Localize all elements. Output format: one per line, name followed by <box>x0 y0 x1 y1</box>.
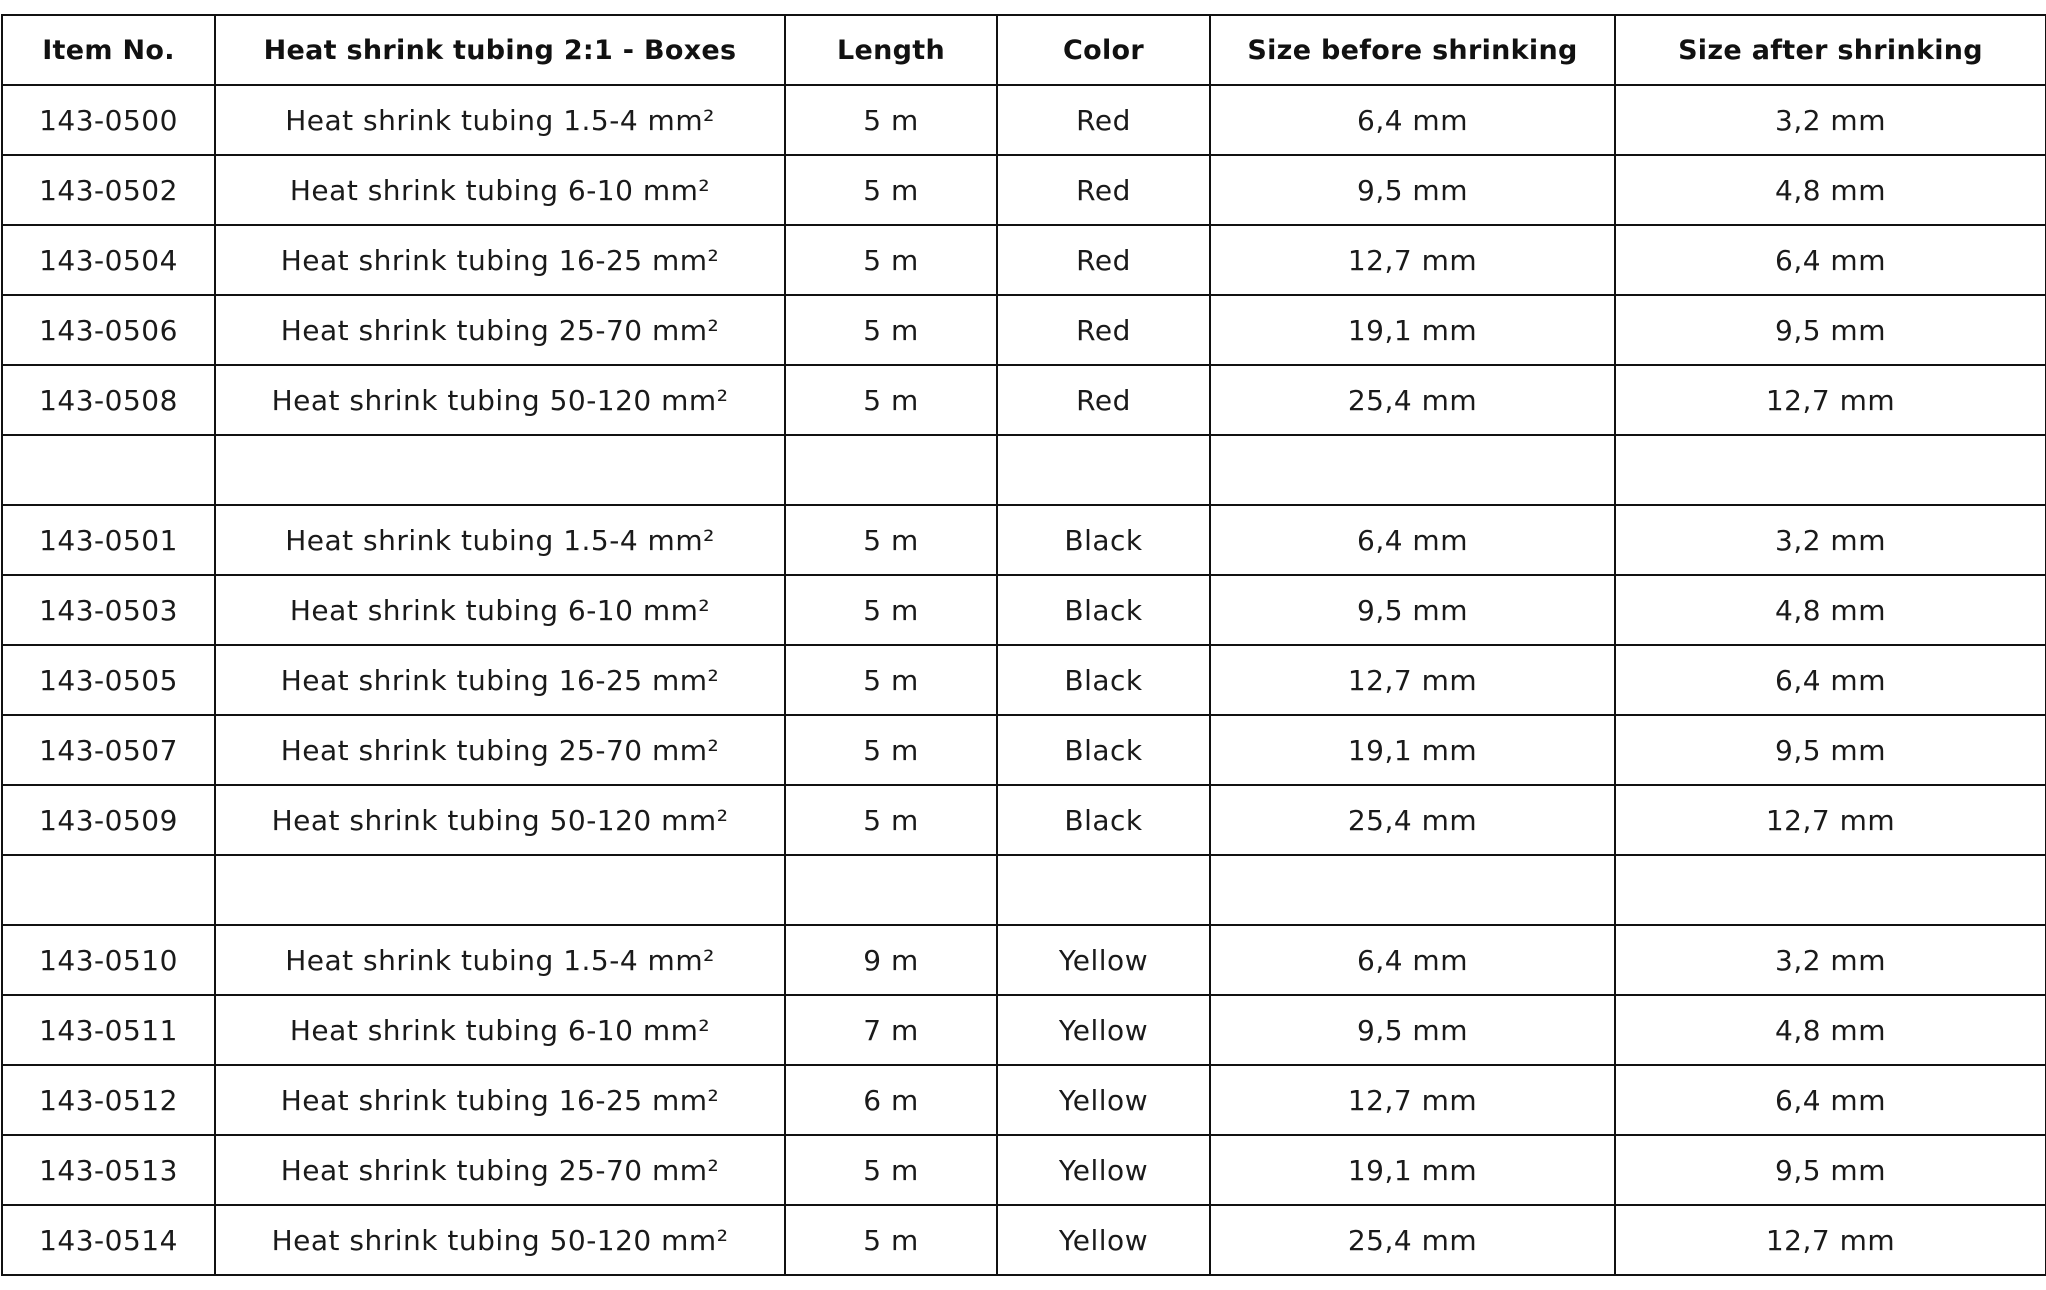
product-name-cell: Heat shrink tubing 6-10 mm² <box>215 995 785 1065</box>
size-before-cell: 6,4 mm <box>1210 505 1615 575</box>
size-before-cell: 9,5 mm <box>1210 995 1615 1065</box>
header-size-before: Size before shrinking <box>1210 15 1615 85</box>
table-spacer-row <box>2 435 2046 505</box>
size-after-cell: 12,7 mm <box>1615 1205 2046 1275</box>
item-no-cell: 143-0501 <box>2 505 215 575</box>
color-cell <box>997 855 1210 925</box>
length-cell: 5 m <box>785 155 997 225</box>
table-row <box>2 1135 2046 1205</box>
size-before-cell: 6,4 mm <box>1210 925 1615 995</box>
length-cell <box>785 435 997 505</box>
size-before-cell: 25,4 mm <box>1210 785 1615 855</box>
length-cell: 5 m <box>785 575 997 645</box>
table-spacer-row <box>2 855 2046 925</box>
size-after-cell: 12,7 mm <box>1615 785 2046 855</box>
color-cell: Yellow <box>997 1135 1210 1205</box>
size-before-cell: 6,4 mm <box>1210 85 1615 155</box>
size-after-cell: 9,5 mm <box>1615 295 2046 365</box>
table-row <box>2 505 2046 575</box>
item-no-cell: 143-0514 <box>2 1205 215 1275</box>
size-after-cell: 4,8 mm <box>1615 575 2046 645</box>
table-row <box>2 925 2046 995</box>
size-after-cell <box>1615 855 2046 925</box>
size-before-cell: 19,1 mm <box>1210 295 1615 365</box>
item-no-cell: 143-0507 <box>2 715 215 785</box>
color-cell: Yellow <box>997 1065 1210 1135</box>
product-name-cell: Heat shrink tubing 1.5-4 mm² <box>215 505 785 575</box>
length-cell: 5 m <box>785 1135 997 1205</box>
size-after-cell: 6,4 mm <box>1615 225 2046 295</box>
table-row <box>2 365 2046 435</box>
color-cell: Red <box>997 85 1210 155</box>
table-row <box>2 575 2046 645</box>
size-after-cell: 4,8 mm <box>1615 995 2046 1065</box>
size-after-cell: 3,2 mm <box>1615 85 2046 155</box>
color-cell <box>997 435 1210 505</box>
size-before-cell: 9,5 mm <box>1210 155 1615 225</box>
product-name-cell: Heat shrink tubing 16-25 mm² <box>215 225 785 295</box>
product-name-cell: Heat shrink tubing 6-10 mm² <box>215 575 785 645</box>
size-after-cell: 6,4 mm <box>1615 645 2046 715</box>
product-name-cell <box>215 855 785 925</box>
header-length: Length <box>785 15 997 85</box>
length-cell: 5 m <box>785 785 997 855</box>
item-no-cell: 143-0508 <box>2 365 215 435</box>
length-cell: 5 m <box>785 715 997 785</box>
product-name-cell: Heat shrink tubing 25-70 mm² <box>215 715 785 785</box>
table-row <box>2 155 2046 225</box>
color-cell: Black <box>997 645 1210 715</box>
length-cell: 5 m <box>785 295 997 365</box>
color-cell: Red <box>997 155 1210 225</box>
color-cell: Red <box>997 295 1210 365</box>
color-cell: Black <box>997 785 1210 855</box>
item-no-cell: 143-0506 <box>2 295 215 365</box>
length-cell: 9 m <box>785 925 997 995</box>
table-row <box>2 1205 2046 1275</box>
table-body <box>2 85 2046 1275</box>
product-name-cell: Heat shrink tubing 16-25 mm² <box>215 1065 785 1135</box>
table-row <box>2 715 2046 785</box>
size-after-cell: 3,2 mm <box>1615 925 2046 995</box>
item-no-cell: 143-0512 <box>2 1065 215 1135</box>
header-item-no: Item No. <box>2 15 215 85</box>
item-no-cell <box>2 435 215 505</box>
color-cell: Black <box>997 505 1210 575</box>
product-name-cell: Heat shrink tubing 50-120 mm² <box>215 785 785 855</box>
product-name-cell <box>215 435 785 505</box>
table-row <box>2 1065 2046 1135</box>
size-before-cell: 19,1 mm <box>1210 715 1615 785</box>
color-cell: Black <box>997 575 1210 645</box>
header-row <box>2 15 2046 85</box>
length-cell: 5 m <box>785 645 997 715</box>
item-no-cell: 143-0509 <box>2 785 215 855</box>
product-name-cell: Heat shrink tubing 25-70 mm² <box>215 1135 785 1205</box>
product-name-cell: Heat shrink tubing 25-70 mm² <box>215 295 785 365</box>
size-before-cell: 19,1 mm <box>1210 1135 1615 1205</box>
size-before-cell: 12,7 mm <box>1210 225 1615 295</box>
size-before-cell: 12,7 mm <box>1210 1065 1615 1135</box>
length-cell: 5 m <box>785 85 997 155</box>
product-name-cell: Heat shrink tubing 50-120 mm² <box>215 1205 785 1275</box>
size-before-cell: 25,4 mm <box>1210 1205 1615 1275</box>
size-after-cell: 6,4 mm <box>1615 1065 2046 1135</box>
item-no-cell: 143-0502 <box>2 155 215 225</box>
item-no-cell: 143-0505 <box>2 645 215 715</box>
size-before-cell <box>1210 855 1615 925</box>
table-row <box>2 785 2046 855</box>
product-name-cell: Heat shrink tubing 1.5-4 mm² <box>215 925 785 995</box>
color-cell: Red <box>997 365 1210 435</box>
product-table-container <box>1 14 2045 1276</box>
item-no-cell: 143-0511 <box>2 995 215 1065</box>
length-cell: 6 m <box>785 1065 997 1135</box>
table-row <box>2 295 2046 365</box>
product-name-cell: Heat shrink tubing 50-120 mm² <box>215 365 785 435</box>
size-after-cell: 12,7 mm <box>1615 365 2046 435</box>
size-before-cell: 25,4 mm <box>1210 365 1615 435</box>
header-color: Color <box>997 15 1210 85</box>
table-row <box>2 85 2046 155</box>
item-no-cell: 143-0503 <box>2 575 215 645</box>
size-before-cell: 12,7 mm <box>1210 645 1615 715</box>
size-after-cell <box>1615 435 2046 505</box>
table-row <box>2 645 2046 715</box>
product-name-cell: Heat shrink tubing 16-25 mm² <box>215 645 785 715</box>
table-header <box>2 15 2046 85</box>
length-cell: 5 m <box>785 225 997 295</box>
size-after-cell: 3,2 mm <box>1615 505 2046 575</box>
color-cell: Yellow <box>997 1205 1210 1275</box>
length-cell: 5 m <box>785 1205 997 1275</box>
item-no-cell: 143-0504 <box>2 225 215 295</box>
item-no-cell: 143-0513 <box>2 1135 215 1205</box>
color-cell: Yellow <box>997 925 1210 995</box>
length-cell <box>785 855 997 925</box>
size-after-cell: 9,5 mm <box>1615 715 2046 785</box>
color-cell: Black <box>997 715 1210 785</box>
color-cell: Yellow <box>997 995 1210 1065</box>
length-cell: 5 m <box>785 505 997 575</box>
table-row <box>2 225 2046 295</box>
header-size-after: Size after shrinking <box>1615 15 2046 85</box>
size-after-cell: 4,8 mm <box>1615 155 2046 225</box>
color-cell: Red <box>997 225 1210 295</box>
header-product-name: Heat shrink tubing 2:1 - Boxes <box>215 15 785 85</box>
size-before-cell: 9,5 mm <box>1210 575 1615 645</box>
item-no-cell: 143-0510 <box>2 925 215 995</box>
product-name-cell: Heat shrink tubing 6-10 mm² <box>215 155 785 225</box>
item-no-cell: 143-0500 <box>2 85 215 155</box>
table-row <box>2 995 2046 1065</box>
product-name-cell: Heat shrink tubing 1.5-4 mm² <box>215 85 785 155</box>
length-cell: 5 m <box>785 365 997 435</box>
heat-shrink-tubing-table <box>1 14 2046 1276</box>
length-cell: 7 m <box>785 995 997 1065</box>
size-before-cell <box>1210 435 1615 505</box>
size-after-cell: 9,5 mm <box>1615 1135 2046 1205</box>
item-no-cell <box>2 855 215 925</box>
